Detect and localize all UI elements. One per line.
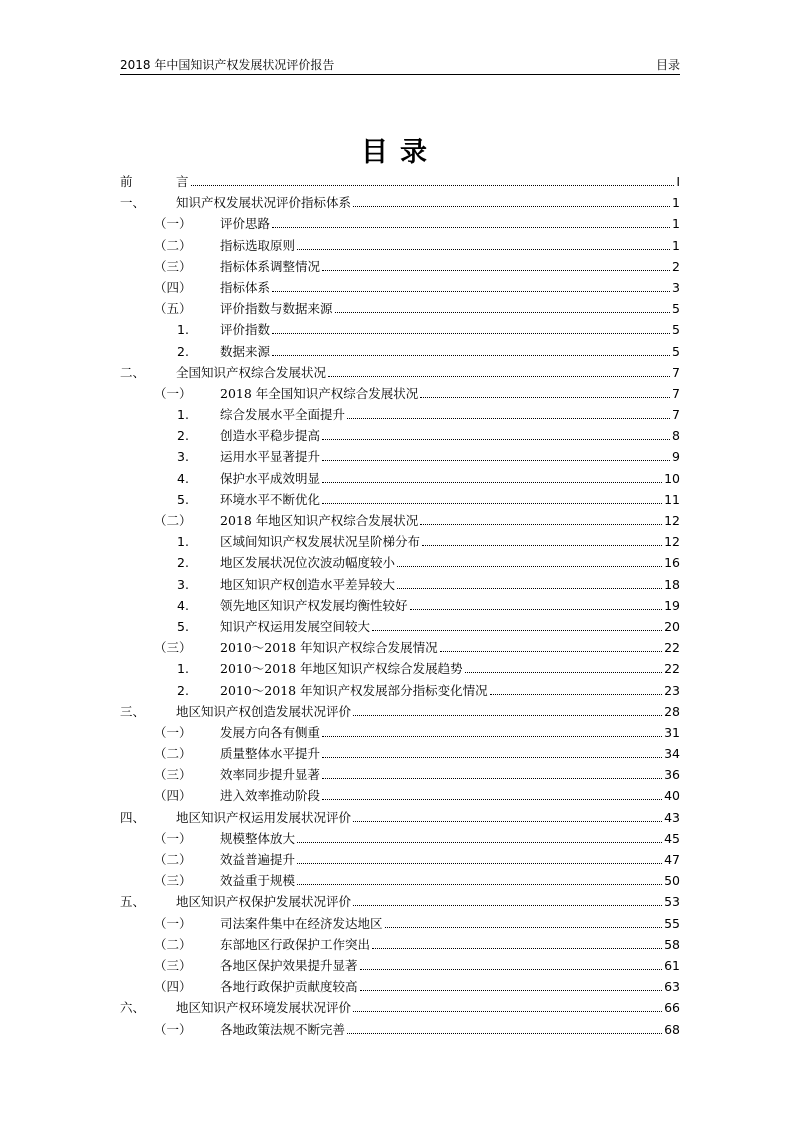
toc-entry-number: 二、 xyxy=(120,364,146,380)
header-section-label: 目录 xyxy=(655,58,680,72)
toc-entry-number: 3. xyxy=(177,576,189,592)
toc-entry-page: 2 xyxy=(672,258,680,274)
toc-entry[interactable] xyxy=(120,213,680,234)
toc-entry-title: 各地政策法规不断完善 xyxy=(220,1021,346,1037)
toc-entry-page: 7 xyxy=(672,407,680,423)
toc-leader-dots xyxy=(353,1011,662,1012)
toc-entry-number: （二） xyxy=(154,237,192,253)
toc-entry-page: 7 xyxy=(672,364,680,380)
toc-entry[interactable] xyxy=(120,489,680,510)
toc-entry-title: 2018 年地区知识产权综合发展状况 xyxy=(220,513,419,528)
toc-leader-dots xyxy=(360,990,663,991)
toc-entry[interactable] xyxy=(120,1019,680,1040)
toc-leader-dots xyxy=(322,460,670,461)
toc-entry-number: （四） xyxy=(154,979,192,995)
toc-entry-number: （四） xyxy=(154,279,192,295)
toc-leader-dots xyxy=(347,418,670,419)
toc-entry-page: 63 xyxy=(664,979,680,995)
toc-entry-title: 评价指数 xyxy=(220,322,271,338)
toc-leader-dots xyxy=(191,185,675,186)
toc-entry-title: 规模整体放大 xyxy=(220,830,296,846)
toc-leader-dots xyxy=(465,672,662,673)
toc-entry-title: 2010～2018 年地区知识产权综合发展趋势 xyxy=(220,661,463,677)
toc-entry-page: 1 xyxy=(672,237,680,253)
toc-leader-dots xyxy=(322,270,670,271)
toc-entry-page: 34 xyxy=(664,746,680,762)
toc-entry-title: 效益普遍提升 xyxy=(220,852,296,867)
toc-entry-number: 2. xyxy=(177,682,189,698)
toc-entry[interactable] xyxy=(120,341,680,362)
toc-entry-page: 61 xyxy=(664,957,680,973)
toc-entry[interactable] xyxy=(120,680,680,701)
toc-entry[interactable] xyxy=(120,468,680,489)
toc-entry-page: 5 xyxy=(672,343,680,359)
toc-entry-number: （二） xyxy=(154,936,192,952)
toc-leader-dots xyxy=(272,333,670,334)
toc-entry-page: 23 xyxy=(664,682,680,698)
toc-entry-page: 5 xyxy=(672,301,680,317)
toc-entry-page: 7 xyxy=(672,385,680,401)
toc-entry-page: 12 xyxy=(664,513,680,528)
toc-entry-page: 31 xyxy=(664,724,680,740)
toc-leader-dots xyxy=(397,588,662,589)
toc-entry-title: 全国知识产权综合发展状况 xyxy=(176,364,327,380)
toc-entry[interactable] xyxy=(120,891,680,912)
page-title: 目录 xyxy=(361,137,439,168)
toc-entry-title: 地区发展状况位次波动幅度较小 xyxy=(220,555,396,571)
toc-entry[interactable] xyxy=(120,510,680,531)
toc-entry-title: 2018 年全国知识产权综合发展状况 xyxy=(220,385,419,401)
toc-entry[interactable] xyxy=(120,701,680,722)
toc-entry-number: 4. xyxy=(177,470,189,486)
toc-entry[interactable] xyxy=(120,362,680,383)
toc-entry[interactable] xyxy=(120,531,680,552)
toc-entry[interactable] xyxy=(120,955,680,976)
toc-entry-title: 效率同步提升显著 xyxy=(220,767,321,783)
toc-entry-title: 指标体系 xyxy=(220,279,271,295)
toc-entry-number: （一） xyxy=(154,915,192,931)
toc-entry[interactable] xyxy=(120,319,680,340)
toc-leader-dots xyxy=(297,863,662,864)
toc-entry-number: 前 xyxy=(120,174,133,189)
toc-leader-dots xyxy=(297,842,662,843)
toc-entry-page: 47 xyxy=(664,852,680,867)
toc-entry-number: （三） xyxy=(154,640,192,656)
toc-leader-dots xyxy=(322,503,662,504)
toc-entry-number: 一、 xyxy=(120,195,146,211)
toc-entry-number: 3. xyxy=(177,449,189,465)
toc-entry-number: （一） xyxy=(154,1021,192,1037)
toc-entry-title: 综合发展水平全面提升 xyxy=(220,407,346,423)
toc-entry-title: 运用水平显著提升 xyxy=(220,449,321,465)
toc-entry-number: （一） xyxy=(154,216,192,232)
toc-leader-dots xyxy=(353,821,662,822)
toc-entry[interactable] xyxy=(120,764,680,785)
header-report-title: 2018 年中国知识产权发展状况评价报告 xyxy=(120,58,335,72)
toc-leader-dots xyxy=(322,736,662,737)
toc-entry-page: 40 xyxy=(664,788,680,804)
toc-entry-number: （三） xyxy=(154,957,192,973)
toc-entry-number: 2. xyxy=(177,428,189,444)
toc-leader-dots xyxy=(397,566,662,567)
toc-entry-page: 19 xyxy=(664,597,680,613)
toc-leader-dots xyxy=(297,884,662,885)
toc-entry[interactable] xyxy=(120,404,680,425)
toc-entry-number: 2. xyxy=(177,343,189,359)
toc-leader-dots xyxy=(410,609,663,610)
toc-leader-dots xyxy=(322,799,662,800)
toc-leader-dots xyxy=(322,757,662,758)
toc-entry[interactable] xyxy=(120,934,680,955)
toc-leader-dots xyxy=(353,905,662,906)
toc-entry[interactable] xyxy=(120,722,680,743)
toc-entry-number: （一） xyxy=(154,385,192,401)
toc-entry-title: 地区知识产权运用发展状况评价 xyxy=(176,809,352,825)
toc-entry-number: 三、 xyxy=(120,703,146,719)
toc-entry-page: 5 xyxy=(672,322,680,338)
toc-entry-page: 3 xyxy=(672,279,680,295)
toc-leader-dots xyxy=(328,376,670,377)
toc-entry[interactable] xyxy=(120,828,680,849)
toc-entry-title: 指标体系调整情况 xyxy=(220,258,321,274)
toc-leader-dots xyxy=(372,630,662,631)
toc-entry-title: 地区知识产权创造水平差异较大 xyxy=(220,576,396,592)
toc-entry[interactable] xyxy=(120,658,680,679)
toc-entry-page: 55 xyxy=(664,915,680,931)
toc-entry-title: 质量整体水平提升 xyxy=(220,746,321,762)
toc-entry-number: （一） xyxy=(154,724,192,740)
toc-entry-page: 45 xyxy=(664,830,680,846)
toc-entry-page: 18 xyxy=(664,576,680,592)
toc-leader-dots xyxy=(422,545,662,546)
toc-entry[interactable] xyxy=(120,913,680,934)
header-divider xyxy=(120,74,680,75)
toc-entry-number: （五） xyxy=(154,301,192,317)
toc-leader-dots xyxy=(272,291,670,292)
toc-entry-title: 知识产权发展状况评价指标体系 xyxy=(176,195,352,211)
toc-entry-number: （二） xyxy=(154,746,192,762)
toc-leader-dots xyxy=(322,439,670,440)
toc-leader-dots xyxy=(360,969,663,970)
toc-entry-title: 创造水平稳步提高 xyxy=(220,428,321,444)
toc-entry-page: 43 xyxy=(664,809,680,825)
toc-entry[interactable] xyxy=(120,743,680,764)
toc-entry-page: 1 xyxy=(672,195,680,211)
toc-leader-dots xyxy=(372,948,662,949)
toc-entry-page: 9 xyxy=(672,449,680,465)
toc-leader-dots xyxy=(335,312,671,313)
toc-entry-page: I xyxy=(676,174,680,189)
toc-entry-title: 言 xyxy=(176,174,189,189)
toc-entry-number: 四、 xyxy=(120,809,146,825)
toc-entry-title: 司法案件集中在经济发达地区 xyxy=(220,915,383,931)
toc-entry-number: 1. xyxy=(177,534,189,550)
toc-entry[interactable] xyxy=(120,849,680,870)
toc-entry-page: 1 xyxy=(672,216,680,232)
toc-entry[interactable] xyxy=(120,637,680,658)
toc-entry[interactable] xyxy=(120,574,680,595)
toc-leader-dots xyxy=(420,524,662,525)
toc-entry-title: 效益重于规模 xyxy=(220,873,296,889)
toc-entry-page: 8 xyxy=(672,428,680,444)
toc-entry-page: 68 xyxy=(664,1021,680,1037)
toc-entry-page: 12 xyxy=(664,534,680,550)
toc-entry-number: 1. xyxy=(177,322,189,338)
toc-entry-title: 进入效率推动阶段 xyxy=(220,788,321,804)
toc-entry[interactable] xyxy=(120,235,680,256)
toc-entry-page: 20 xyxy=(664,618,680,634)
toc-entry-title: 东部地区行政保护工作突出 xyxy=(220,936,371,952)
toc-leader-dots xyxy=(385,927,663,928)
toc-entry[interactable] xyxy=(120,785,680,806)
toc-entry-number: （一） xyxy=(154,830,192,846)
toc-entry-number: （三） xyxy=(154,767,192,783)
toc-entry-title: 地区知识产权创造发展状况评价 xyxy=(176,703,352,719)
toc-leader-dots xyxy=(490,694,662,695)
toc-entry-number: （二） xyxy=(154,852,192,867)
toc-entry-page: 36 xyxy=(664,767,680,783)
toc-entry-number: 5. xyxy=(177,618,189,634)
toc-entry-title: 各地区保护效果提升显著 xyxy=(220,957,358,973)
toc-leader-dots xyxy=(440,651,662,652)
toc-entry-page: 22 xyxy=(664,661,680,677)
toc-entry-title: 评价指数与数据来源 xyxy=(220,301,333,317)
toc-leader-dots xyxy=(297,249,670,250)
toc-entry-title: 区域间知识产权发展状况呈阶梯分布 xyxy=(220,534,421,550)
toc-entry-number: 4. xyxy=(177,597,189,613)
table-of-contents xyxy=(120,171,680,1040)
toc-entry[interactable] xyxy=(120,171,680,192)
toc-entry[interactable] xyxy=(120,552,680,573)
toc-leader-dots xyxy=(272,227,670,228)
toc-entry[interactable] xyxy=(120,383,680,404)
toc-entry-number: 2. xyxy=(177,555,189,571)
toc-entry-page: 16 xyxy=(664,555,680,571)
toc-entry-page: 50 xyxy=(664,873,680,889)
toc-entry[interactable] xyxy=(120,976,680,997)
toc-entry[interactable] xyxy=(120,256,680,277)
toc-entry[interactable] xyxy=(120,616,680,637)
toc-entry-number: 5. xyxy=(177,491,189,507)
toc-leader-dots xyxy=(322,482,662,483)
toc-entry-number: （三） xyxy=(154,258,192,274)
toc-entry[interactable] xyxy=(120,425,680,446)
toc-entry[interactable] xyxy=(120,595,680,616)
page-header xyxy=(120,56,680,74)
toc-entry-title: 各地行政保护贡献度较高 xyxy=(220,979,358,995)
toc-entry[interactable] xyxy=(120,997,680,1018)
toc-entry-title: 数据来源 xyxy=(220,343,271,359)
toc-entry-page: 53 xyxy=(664,894,680,910)
toc-entry[interactable] xyxy=(120,277,680,298)
toc-entry-page: 22 xyxy=(664,640,680,656)
toc-entry-title: 环境水平不断优化 xyxy=(220,491,321,507)
toc-entry[interactable] xyxy=(120,446,680,467)
toc-entry-number: （三） xyxy=(154,873,192,889)
toc-entry[interactable] xyxy=(120,298,680,319)
toc-entry-number: （四） xyxy=(154,788,192,804)
toc-entry-page: 66 xyxy=(664,1000,680,1016)
toc-entry[interactable] xyxy=(120,870,680,891)
toc-leader-dots xyxy=(272,355,670,356)
toc-entry-page: 10 xyxy=(664,470,680,486)
toc-entry-title: 领先地区知识产权发展均衡性较好 xyxy=(220,597,408,613)
toc-entry-title: 知识产权运用发展空间较大 xyxy=(220,618,371,634)
toc-entry-page: 28 xyxy=(664,703,680,719)
toc-entry-title: 2010～2018 年知识产权发展部分指标变化情况 xyxy=(220,682,488,698)
toc-leader-dots xyxy=(347,1033,662,1034)
toc-entry-number: （二） xyxy=(154,513,192,528)
toc-entry-title: 地区知识产权环境发展状况评价 xyxy=(176,1000,352,1016)
toc-entry[interactable] xyxy=(120,192,680,213)
toc-entry-number: 五、 xyxy=(120,894,146,910)
toc-leader-dots xyxy=(353,715,662,716)
toc-leader-dots xyxy=(353,206,670,207)
toc-entry-title: 保护水平成效明显 xyxy=(220,470,321,486)
toc-entry-number: 1. xyxy=(177,661,189,677)
toc-entry-title: 发展方向各有侧重 xyxy=(220,724,321,740)
toc-entry-page: 11 xyxy=(664,491,680,507)
toc-entry[interactable] xyxy=(120,807,680,828)
toc-entry-title: 评价思路 xyxy=(220,216,271,232)
toc-entry-title: 指标选取原则 xyxy=(220,237,296,253)
toc-leader-dots xyxy=(322,778,662,779)
toc-entry-page: 58 xyxy=(664,936,680,952)
toc-leader-dots xyxy=(420,397,670,398)
toc-entry-title: 地区知识产权保护发展状况评价 xyxy=(176,894,352,910)
toc-entry-number: 1. xyxy=(177,407,189,423)
toc-entry-title: 2010～2018 年知识产权综合发展情况 xyxy=(220,640,438,656)
toc-entry-number: 六、 xyxy=(120,1000,146,1016)
